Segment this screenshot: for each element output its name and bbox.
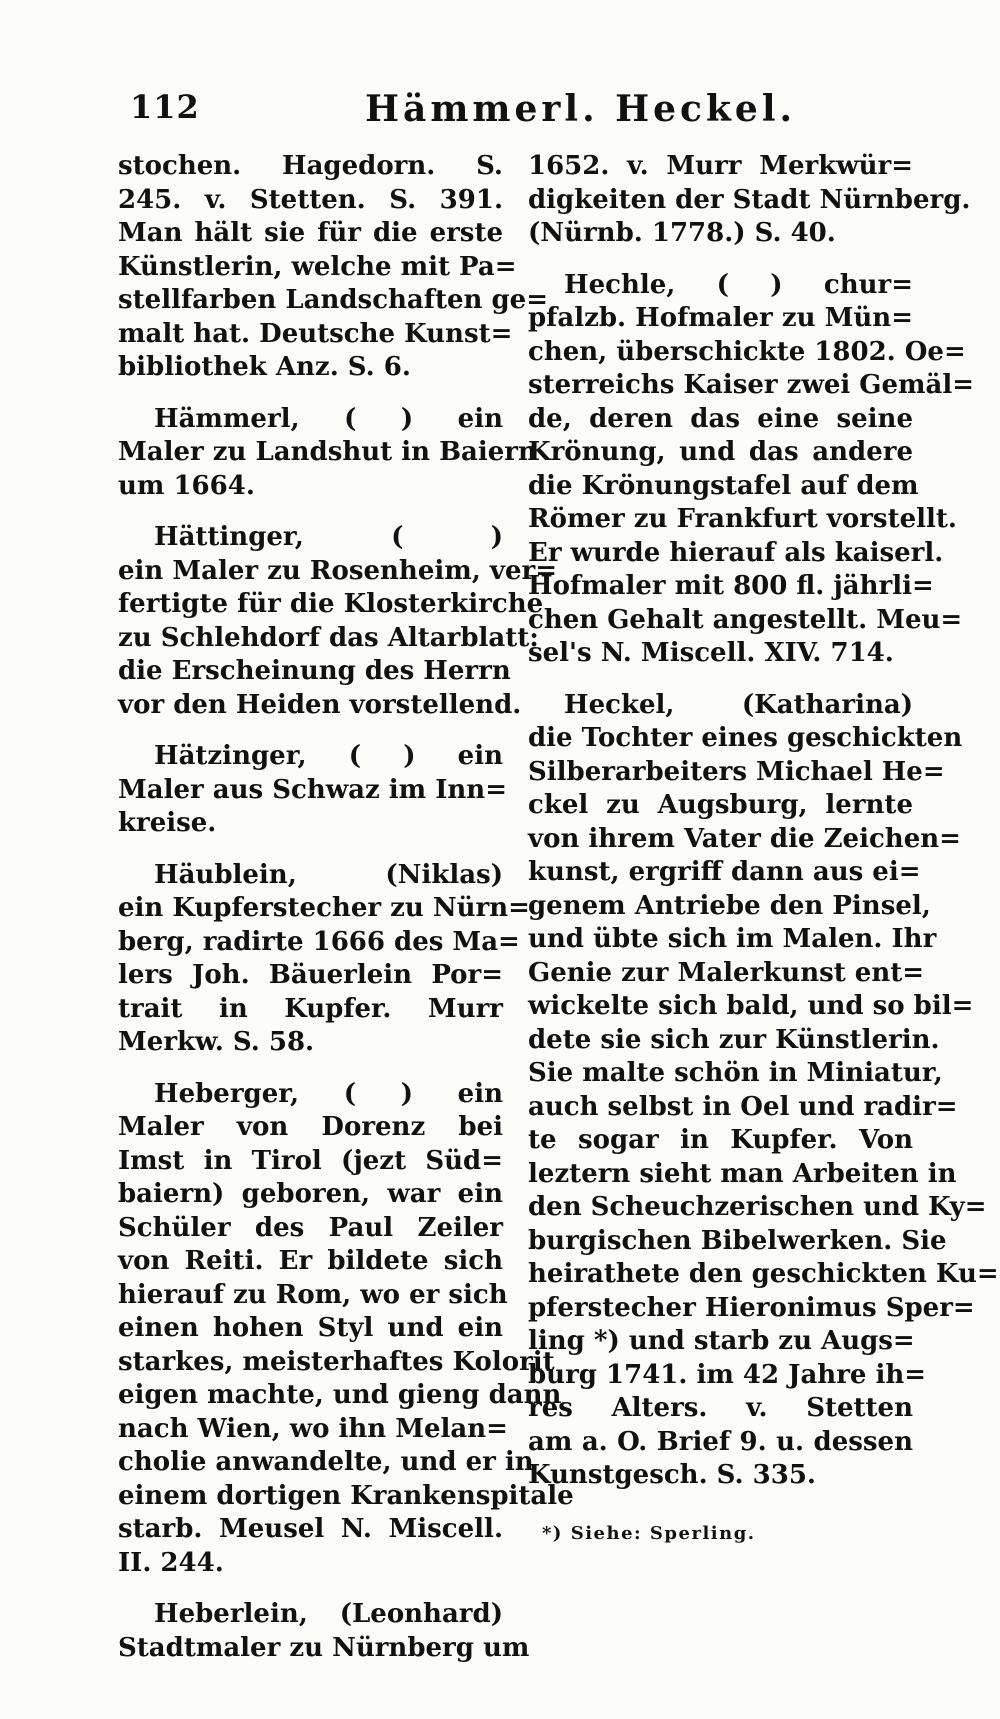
text-line: Genie zur Malerkunst ent= <box>528 957 925 988</box>
text-line: um 1664. <box>118 470 255 501</box>
entry-gap <box>528 251 913 269</box>
page-number: 112 <box>130 88 200 126</box>
text-line: sel's N. Miscell. XIV. 714. <box>528 638 894 668</box>
text-line: den Scheuchzerischen und Ky= <box>528 1192 987 1222</box>
entry-gap <box>118 503 503 521</box>
text-line: baiern) geboren, war ein <box>118 1179 503 1209</box>
text-line: Kunstgesch. S. 335. <box>528 1460 816 1490</box>
text-line: Krönung, und das andere <box>528 437 913 467</box>
text-line: kunst, ergriff dann aus ei= <box>528 857 921 887</box>
text-line: vor den Heiden vorstellend. <box>118 689 522 720</box>
right-column <box>528 150 999 1493</box>
text-line: chen Gehalt angestellt. Meu= <box>528 604 963 635</box>
running-title: Hämmerl. Heckel. <box>365 88 797 130</box>
text-line: burg 1741. im 42 Jahre ih= <box>528 1359 927 1390</box>
entry-gap <box>118 385 503 403</box>
text-line: von Reiti. Er bildete sich <box>118 1246 503 1276</box>
entry-headword-line: Heckel, (Katharina) <box>564 689 913 720</box>
text-line: Künstlerin, welche mit Pa= <box>118 251 517 282</box>
text-line: am a. O. Brief 9. u. dessen <box>528 1426 913 1457</box>
text-line: die Erscheinung des Herrn <box>118 656 511 686</box>
text-line: stochen. Hagedorn. S. <box>118 151 503 181</box>
text-line: berg, radirte 1666 des Ma= <box>118 926 520 957</box>
text-line: Römer zu Frankfurt vorstellt. <box>528 504 957 534</box>
entry-gap <box>118 1060 503 1078</box>
text-line: Hofmaler mit 800 fl. jährli= <box>528 571 934 601</box>
text-line: Maler von Dorenz bei <box>118 1112 503 1142</box>
text-line: einem dortigen Krankenspitale <box>118 1480 574 1511</box>
entry-gap <box>118 1580 503 1598</box>
text-line: ling *) und starb zu Augs= <box>528 1326 915 1356</box>
entry-gap <box>528 671 913 689</box>
text-line: starb. Meusel N. Miscell. <box>118 1514 503 1544</box>
text-line: Stadtmaler zu Nürnberg um <box>118 1632 530 1663</box>
entry-headword-line: Hämmerl, ( ) ein <box>154 403 503 434</box>
text-line: von ihrem Vater die Zeichen= <box>528 823 961 854</box>
text-line: heirathete den geschickten Ku= <box>528 1259 999 1289</box>
text-line: und übte sich im Malen. Ihr <box>528 924 937 954</box>
text-line: (Nürnb. 1778.) S. 40. <box>528 218 836 248</box>
text-line: sterreichs Kaiser zwei Gemäl= <box>528 370 975 400</box>
text-line: Maler aus Schwaz im Inn= <box>118 774 507 805</box>
text-line: burgischen Bibelwerken. Sie <box>528 1225 947 1256</box>
text-line: II. 244. <box>118 1547 224 1578</box>
entry-headword-line: Hechle, ( ) chur= <box>564 269 913 300</box>
page-header <box>130 88 920 138</box>
entry-headword-line: Heberger, ( ) ein <box>154 1078 503 1109</box>
text-line: wickelte sich bald, und so bil= <box>528 991 974 1021</box>
text-line: hierauf zu Rom, wo er sich <box>118 1279 508 1310</box>
text-line: bibliothek Anz. S. 6. <box>118 352 411 382</box>
text-line: ein Maler zu Rosenheim, ver= <box>118 555 557 586</box>
text-line: 1652. v. Murr Merkwür= <box>528 151 913 181</box>
text-line: fertigte für die Klosterkirche <box>118 589 544 619</box>
text-line: Sie malte schön in Miniatur, <box>528 1058 943 1088</box>
text-line: Silberarbeiters Michael He= <box>528 756 945 787</box>
text-line: Man hält sie für die erste <box>118 218 503 248</box>
text-line: genem Antriebe den Pinsel, <box>528 890 931 921</box>
text-line: Imst in Tirol (jezt Süd= <box>118 1145 503 1176</box>
text-line: stellfarben Landschaften ge= <box>118 285 548 315</box>
text-line: auch selbst in Oel und radir= <box>528 1091 958 1122</box>
text-line: starkes, meisterhaftes Kolorit <box>118 1346 555 1377</box>
text-line: Merkw. S. 58. <box>118 1027 315 1057</box>
footnote: *) Siehe: Sperling. <box>542 1523 756 1544</box>
entry-headword-line: Hättinger, ( ) <box>154 522 503 552</box>
text-line: Er wurde hierauf als kaiserl. <box>528 537 944 568</box>
entry-gap <box>118 841 503 859</box>
text-line: kreise. <box>118 808 217 838</box>
text-line: digkeiten der Stadt Nürnberg. <box>528 184 971 215</box>
text-line: chen, überschickte 1802. Oe= <box>528 336 966 367</box>
text-line: res Alters. v. Stetten <box>528 1393 913 1423</box>
text-line: nach Wien, wo ihn Melan= <box>118 1413 508 1444</box>
text-line: Maler zu Landshut in Baiern <box>118 437 537 467</box>
text-line: de, deren das eine seine <box>528 403 913 434</box>
text-line: zu Schlehdorf das Altarblatt: <box>118 622 539 653</box>
text-line: pferstecher Hieronimus Sper= <box>528 1292 975 1323</box>
text-line: 245. v. Stetten. S. 391. <box>118 184 503 215</box>
text-line: trait in Kupfer. Murr <box>118 993 503 1024</box>
text-line: leztern sieht man Arbeiten in <box>528 1158 957 1189</box>
text-line: Schüler des Paul Zeiler <box>118 1212 503 1243</box>
text-line: dete sie sich zur Künstlerin. <box>528 1024 940 1055</box>
entry-headword-line: Hätzinger, ( ) ein <box>154 741 503 771</box>
text-line: malt hat. Deutsche Kunst= <box>118 318 513 349</box>
text-line: einen hohen Styl und ein <box>118 1313 503 1343</box>
text-line: ein Kupferstecher zu Nürn= <box>118 893 530 923</box>
text-line: eigen machte, und gieng dann <box>118 1380 562 1410</box>
left-column <box>118 150 574 1665</box>
entry-headword-line: Heberlein, (Leonhard) <box>154 1599 503 1629</box>
entry-gap <box>118 722 503 740</box>
text-line: die Tochter eines geschickten <box>528 723 963 753</box>
text-line: pfalzb. Hofmaler zu Mün= <box>528 303 913 333</box>
entry-headword-line: Häublein, (Niklas) <box>154 859 503 890</box>
text-line: die Krönungstafel auf dem <box>528 470 919 501</box>
text-line: te sogar in Kupfer. Von <box>528 1125 913 1155</box>
text-line: cholie anwandelte, und er in <box>118 1447 534 1477</box>
text-line: ckel zu Augsburg, lernte <box>528 790 913 820</box>
text-line: lers Joh. Bäuerlein Por= <box>118 960 503 990</box>
